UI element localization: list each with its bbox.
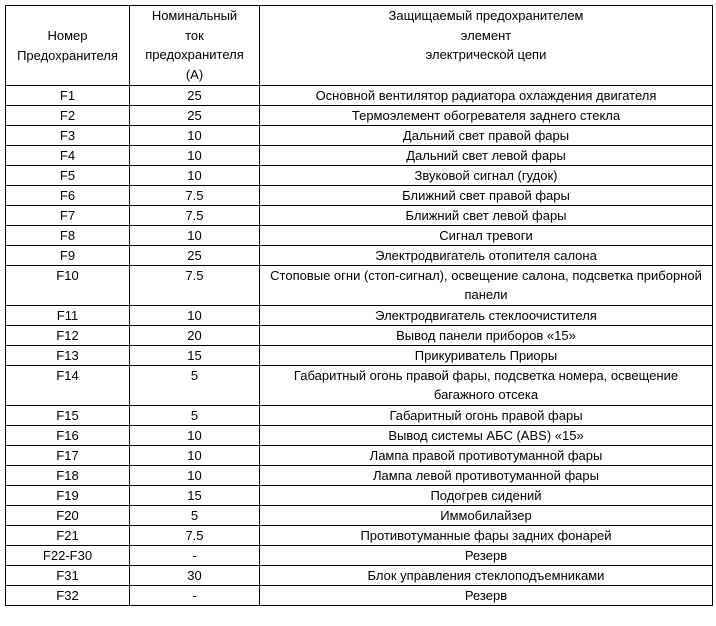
fuse-current: 7.5: [130, 186, 260, 206]
fuse-number: F13: [6, 346, 130, 366]
fuse-number: F11: [6, 306, 130, 326]
fuse-table-container: [5, 5, 713, 606]
fuse-current: 25: [130, 106, 260, 126]
fuse-number: F7: [6, 206, 130, 226]
table-row: [6, 246, 713, 266]
table-row: [6, 366, 713, 406]
fuse-number: F8: [6, 226, 130, 246]
fuse-current: 10: [130, 466, 260, 486]
fuse-current: 10: [130, 446, 260, 466]
table-row: [6, 546, 713, 566]
header-protected-element: Защищаемый предохранителем элемент электрической цепи: [260, 6, 713, 86]
fuse-current: 7.5: [130, 206, 260, 226]
table-row: [6, 306, 713, 326]
table-row: [6, 506, 713, 526]
table-row: [6, 266, 713, 306]
fuse-current: 10: [130, 426, 260, 446]
table-row: [6, 206, 713, 226]
table-row: [6, 86, 713, 106]
fuse-element: Вывод системы АБС (ABS) «15»: [260, 426, 713, 446]
fuse-current: 15: [130, 346, 260, 366]
fuse-current: 25: [130, 246, 260, 266]
table-row: [6, 486, 713, 506]
header-fuse-number: Номер Предохранителя: [6, 6, 130, 86]
fuse-element: Блок управления стеклоподъемниками: [260, 566, 713, 586]
fuse-number: F1: [6, 86, 130, 106]
fuse-element: Сигнал тревоги: [260, 226, 713, 246]
table-row: [6, 326, 713, 346]
fuse-element: Электродвигатель стеклоочистителя: [260, 306, 713, 326]
table-row: [6, 426, 713, 446]
fuse-current: 25: [130, 86, 260, 106]
fuse-element: Резерв: [260, 546, 713, 566]
table-row: [6, 106, 713, 126]
fuse-element: Габаритный огонь правой фары: [260, 406, 713, 426]
fuse-current: 5: [130, 366, 260, 406]
fuse-element: Резерв: [260, 586, 713, 606]
table-row: [6, 186, 713, 206]
fuse-element: Дальний свет левой фары: [260, 146, 713, 166]
fuse-element: Лампа левой противотуманной фары: [260, 466, 713, 486]
fuse-number: F19: [6, 486, 130, 506]
fuse-current: 10: [130, 146, 260, 166]
fuse-number: F16: [6, 426, 130, 446]
fuse-element: Противотуманные фары задних фонарей: [260, 526, 713, 546]
fuse-element: Стоповые огни (стоп-сигнал), освещение салона, подсветка приборной панели: [260, 266, 713, 306]
fuse-current: 10: [130, 306, 260, 326]
fuse-number: F20: [6, 506, 130, 526]
fuse-element: Подогрев сидений: [260, 486, 713, 506]
fuse-number: F2: [6, 106, 130, 126]
fuse-element: Прикуриватель Приоры: [260, 346, 713, 366]
fuse-number: F9: [6, 246, 130, 266]
table-row: [6, 566, 713, 586]
fuse-current: 5: [130, 406, 260, 426]
table-header-row: [6, 6, 713, 86]
table-row: [6, 146, 713, 166]
fuse-current: 10: [130, 226, 260, 246]
fuse-element: Лампа правой противотуманной фары: [260, 446, 713, 466]
fuse-current: 15: [130, 486, 260, 506]
fuse-element: Звуковой сигнал (гудок): [260, 166, 713, 186]
fuse-number: F5: [6, 166, 130, 186]
fuse-current: 10: [130, 126, 260, 146]
fuse-number: F22-F30: [6, 546, 130, 566]
fuse-current: -: [130, 586, 260, 606]
fuse-number: F12: [6, 326, 130, 346]
fuse-element: Ближний свет левой фары: [260, 206, 713, 226]
fuse-element: Термоэлемент обогревателя заднего стекла: [260, 106, 713, 126]
fuse-current: 7.5: [130, 266, 260, 306]
fuse-current: 10: [130, 166, 260, 186]
fuse-current: 30: [130, 566, 260, 586]
fuse-element: Ближний свет правой фары: [260, 186, 713, 206]
fuse-number: F17: [6, 446, 130, 466]
fuse-number: F6: [6, 186, 130, 206]
table-row: [6, 226, 713, 246]
fuse-number: F31: [6, 566, 130, 586]
fuse-number: F32: [6, 586, 130, 606]
fuse-current: -: [130, 546, 260, 566]
table-row: [6, 166, 713, 186]
fuse-element: Габаритный огонь правой фары, подсветка номера, освещение багажного отсека: [260, 366, 713, 406]
fuse-element: Основной вентилятор радиатора охлаждения двигателя: [260, 86, 713, 106]
table-row: [6, 526, 713, 546]
fuse-number: F18: [6, 466, 130, 486]
fuse-current: 20: [130, 326, 260, 346]
fuse-current: 5: [130, 506, 260, 526]
fuse-table: [5, 5, 713, 606]
fuse-number: F15: [6, 406, 130, 426]
header-rated-current: Номинальный ток предохранителя (А): [130, 6, 260, 86]
fuse-element: Дальний свет правой фары: [260, 126, 713, 146]
table-row: [6, 406, 713, 426]
table-row: [6, 586, 713, 606]
table-row: [6, 126, 713, 146]
fuse-current: 7.5: [130, 526, 260, 546]
table-row: [6, 346, 713, 366]
fuse-number: F10: [6, 266, 130, 306]
fuse-number: F4: [6, 146, 130, 166]
fuse-number: F21: [6, 526, 130, 546]
fuse-number: F14: [6, 366, 130, 406]
fuse-element: Вывод панели приборов «15»: [260, 326, 713, 346]
fuse-element: Иммобилайзер: [260, 506, 713, 526]
fuse-number: F3: [6, 126, 130, 146]
fuse-element: Электродвигатель отопителя салона: [260, 246, 713, 266]
table-row: [6, 466, 713, 486]
table-row: [6, 446, 713, 466]
